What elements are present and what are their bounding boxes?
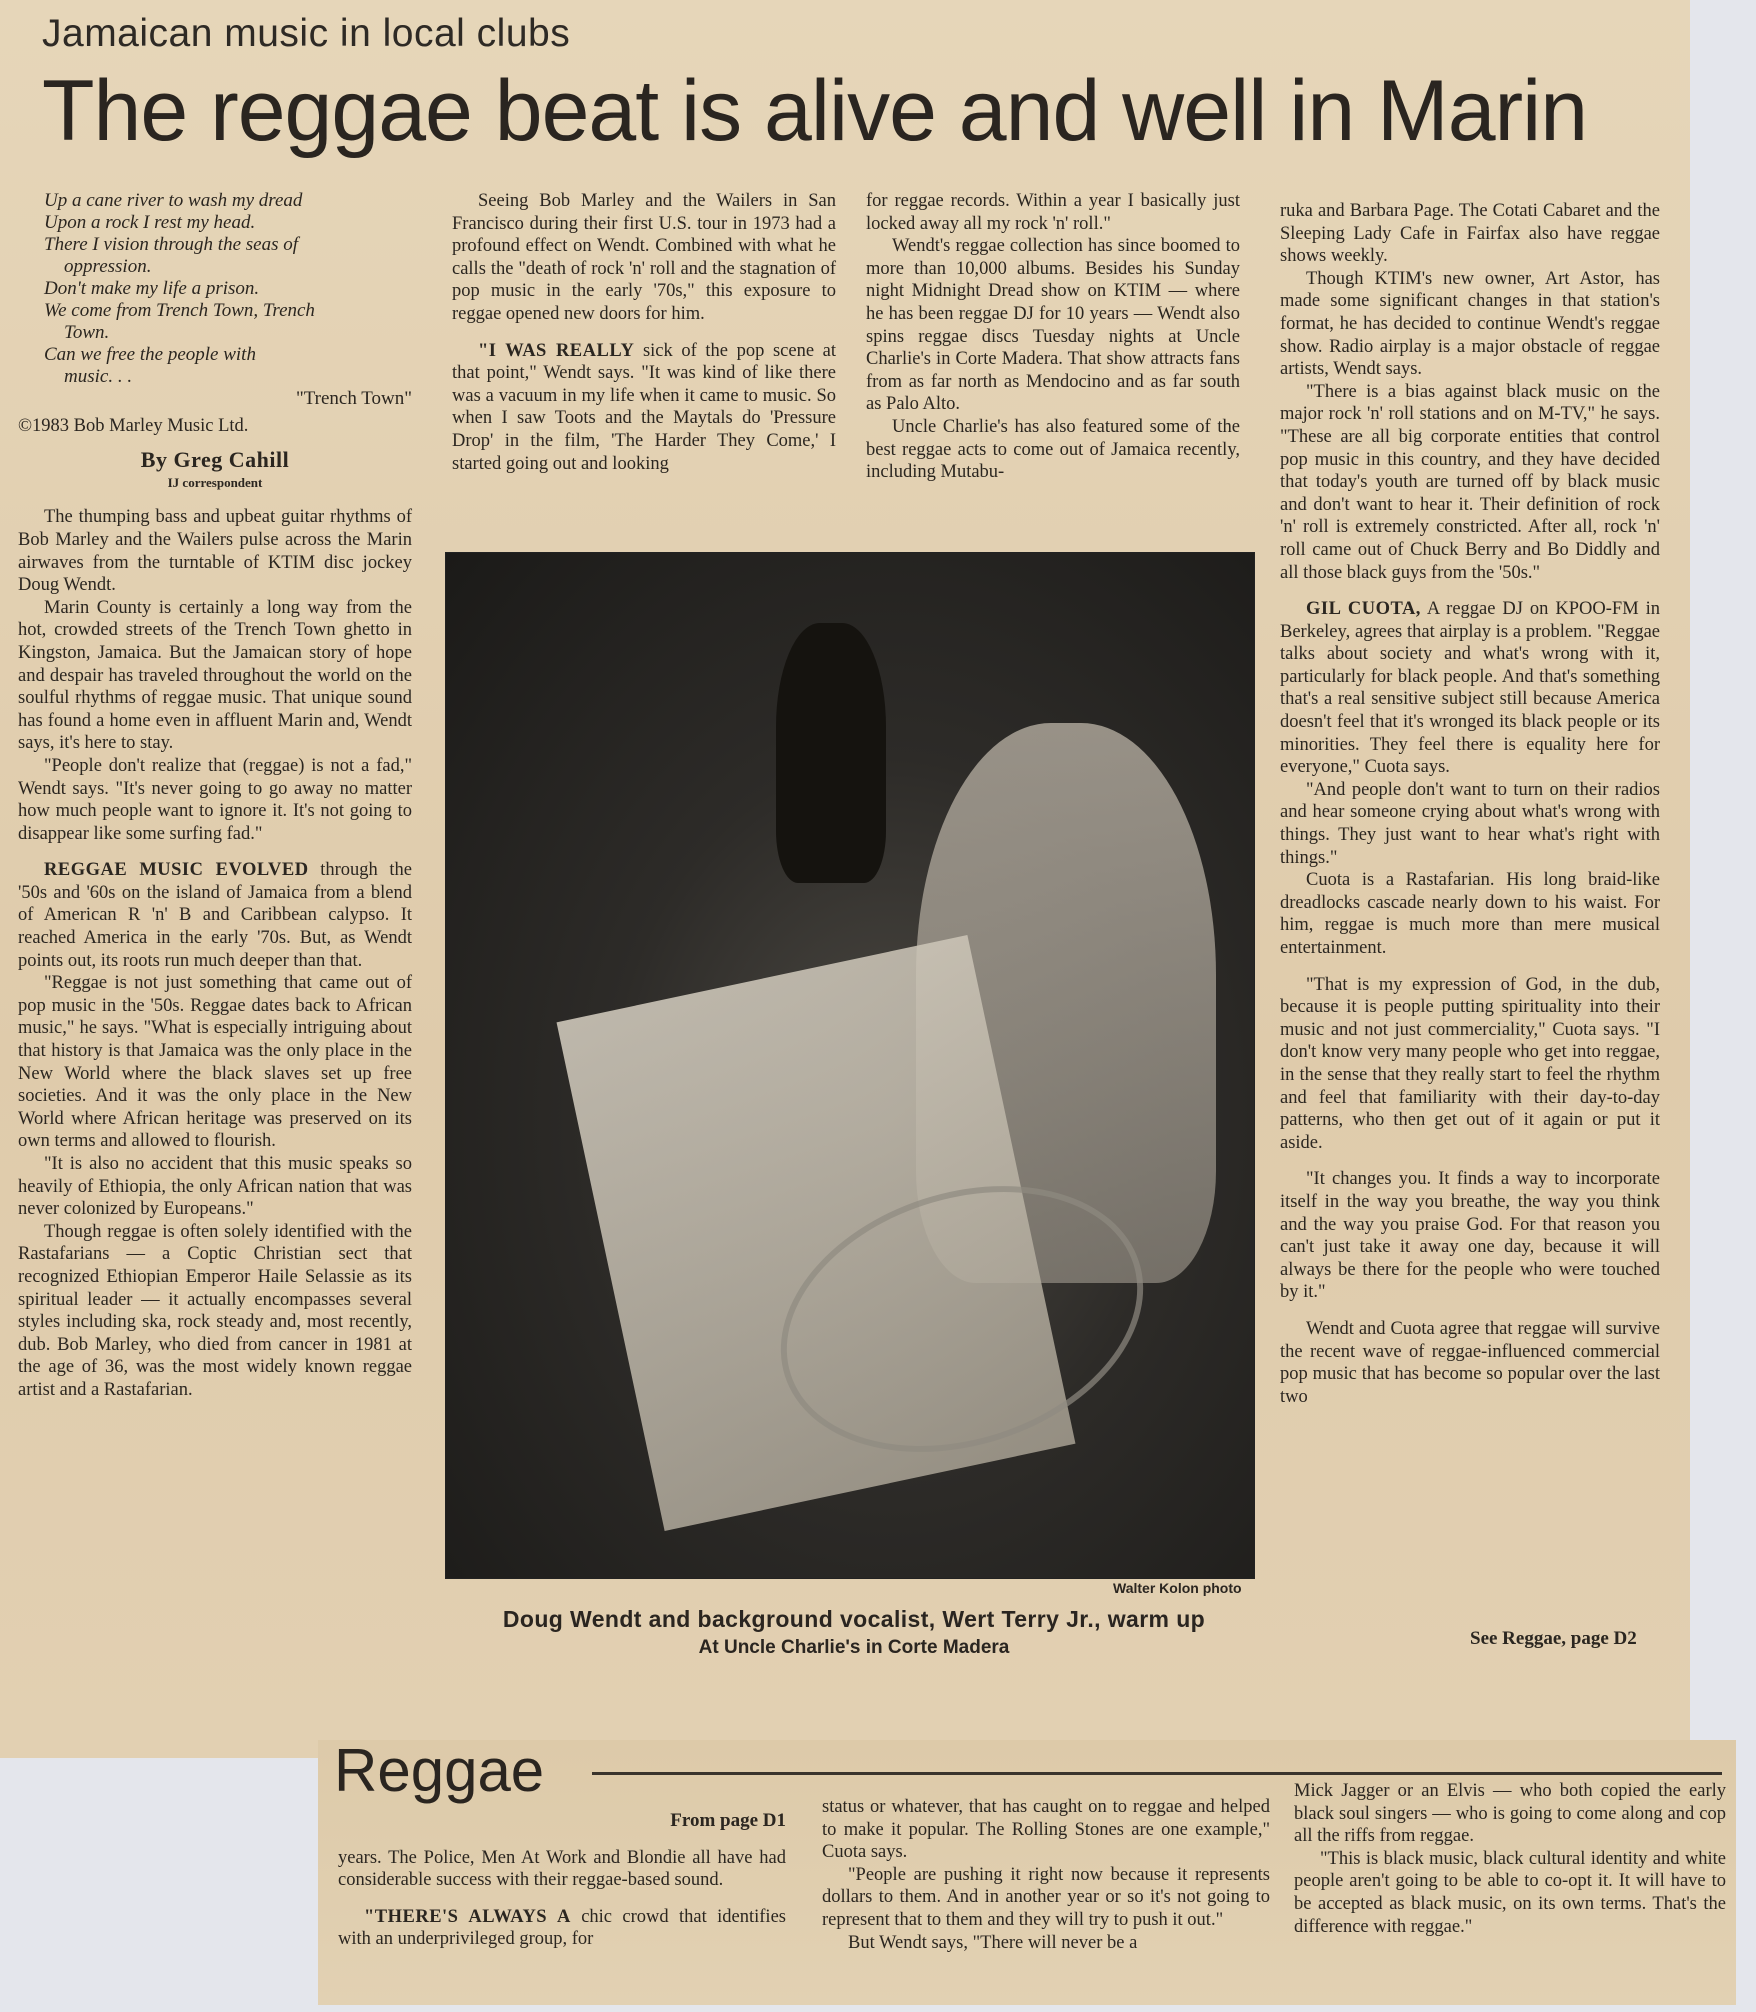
continuation-column-2 <box>822 1796 1270 1954</box>
paragraph: GIL CUOTA, A reggae DJ on KPOO-FM in Berkeley, agrees that airplay is a problem. "Reggae talks about society and what's wrong with it, particularly for black people. And that's something that's a real sensitive subject still because America doesn't feel that it's wronged its black people or its minorities. They feel there is equality here for everyone," Cuota says. <box>1280 599 1660 778</box>
paragraph: The thumping bass and upbeat guitar rhythms of Bob Marley and the Wailers pulse across the Marin airwaves from the turntable of KTIM disc jockey Doug Wendt. <box>18 507 412 596</box>
paragraph: Wendt's reggae collection has since boomed to more than 10,000 albums. Besides his Sunday night Midnight Dread show on KTIM — where he has been reggae DJ for 10 years — Wendt also spins reggae discs Tuesday nights at Uncle Charlie's in Corte Madera. That show attracts fans from as far north as Mendocino and as far south as Palo Alto. <box>866 236 1240 415</box>
column-3 <box>866 190 1240 484</box>
paragraph: "People don't realize that (reggae) is not a fad," Wendt says. "It's never going to go away no matter how much people want to ignore it. It's not going to disappear like some surfing fad." <box>18 755 412 844</box>
paragraph: "Reggae is not just something that came out of pop music in the '50s. Reggae dates back to African music," he says. "What is especially intriguing about that history is that Jamaica was the only place in the New World where the black slaves set up free societies. And it was the only place in the New World where African heritage was preserved on its own terms and allowed to flourish. <box>18 973 412 1152</box>
column-2 <box>452 190 836 475</box>
from-page-ref: From page D1 <box>670 1810 786 1831</box>
headline: The reggae beat is alive and well in Marin <box>42 63 1588 159</box>
dj-photo <box>445 552 1255 1579</box>
lead-in: "THERE'S ALWAYS A <box>364 1906 571 1927</box>
paragraph: Mick Jagger or an Elvis — who both copied the early black soul singers — who is going to come along and cop all the riffs from reggae. <box>1294 1781 1726 1847</box>
poem-line: Up a cane river to wash my dread <box>44 190 303 211</box>
paragraph: "People are pushing it right now because it represents dollars to them. And in another year or so it's not going to represent that to them and they will try to push it out." <box>822 1864 1270 1930</box>
copyright-line: ©1983 Bob Marley Music Ltd. <box>18 415 249 436</box>
paragraph: "It is also no accident that this music speaks so heavily of Ethiopia, the only African nation that was never colonized by Europeans." <box>18 1154 412 1220</box>
paragraph: Uncle Charlie's has also featured some of the best reggae acts to come out of Jamaica recently, including Mutabu- <box>866 416 1240 483</box>
photo-credit: Walter Kolon photo <box>1113 1580 1242 1596</box>
head-rule <box>592 1772 1722 1775</box>
caption-subline: At Uncle Charlie's in Corte Madera <box>698 1637 1010 1658</box>
poem-line: We come from Trench Town, Trench <box>44 300 315 321</box>
column-4 <box>1280 200 1660 1408</box>
poem-line: There I vision through the seas of <box>44 234 299 255</box>
lead-in: GIL CUOTA, <box>1306 599 1421 620</box>
byline: By Greg Cahill <box>140 447 290 473</box>
poem-epigraph <box>18 190 412 388</box>
photo-caption <box>445 1606 1263 1659</box>
poem-source: "Trench Town" <box>295 388 412 409</box>
paragraph: "It changes you. It finds a way to incorporate itself in the way you breathe, the way you think and the way you praise God. For that reason you can't just take it away one day, because it will always be there for the people who were touched by it." <box>1280 1169 1660 1303</box>
continuation-head: Reggae <box>334 1737 545 1804</box>
continuation-column-3 <box>1294 1780 1726 1938</box>
paragraph: years. The Police, Men At Work and Blondie all have had considerable success with their reggae-based sound. <box>338 1847 786 1891</box>
poem-line: Don't make my life a prison. <box>44 278 260 299</box>
paragraph: Cuota is a Rastafarian. His long braid-like dreadlocks cascade nearly down to his waist. For him, reggae is much more than mere musical entertainment. <box>1280 870 1660 958</box>
paragraph: Though KTIM's new owner, Art Astor, has made some significant changes in that station's format, he has decided to continue Wendt's reggae show. Radio airplay is a major obstacle of reggae artists, Wendt says. <box>1280 268 1660 380</box>
poem-line: Can we free the people with <box>44 344 256 365</box>
poem-line: music. . . <box>64 366 133 387</box>
poem-line: Town. <box>64 322 110 343</box>
paragraph: "THERE'S ALWAYS A chic crowd that identifies with an underprivileged group, for <box>338 1906 786 1950</box>
paragraph: for reggae records. Within a year I basically just locked away all my rock 'n' roll." <box>866 191 1240 234</box>
paragraph: "This is black music, black cultural identity and white people aren't going to be able to co-opt it. It will have to be accepted as black music, on its own terms. That's the difference with reggae." <box>1294 1848 1726 1937</box>
paragraph: Though reggae is often solely identified with the Rastafarians — a Coptic Christian sect that recognized Ethiopian Emperor Haile Selassie as its spiritual leader — it actually encompasses several styles including ska, rock steady and, most recently, dub. Bob Marley, who died from cancer in 1981 at the age of 36, was the most widely known reggae artist and a Rastafarian. <box>18 1221 412 1400</box>
paragraph: But Wendt says, "There will never be a <box>848 1932 1138 1953</box>
paragraph: status or whatever, that has caught on to reggae and helped to make it popular. The Rolling Stones are one example," Cuota says. <box>822 1797 1270 1863</box>
paragraph: "There is a bias against black music on the major rock 'n' roll stations and on M-TV," he says. "These are all big corporate entities that control pop music in this country, and they have decided that today's youth are turned off by black music and don't want to hear it. Their definition of rock 'n' roll is extremely constricted. After all, rock 'n' roll came out of Chuck Berry and Bo Diddly and all those black guys from the '50s." <box>1280 381 1660 583</box>
lead-in: "I WAS REALLY <box>478 340 635 361</box>
paragraph: "That is my expression of God, in the dub, because it is people putting spirituality into their music and not just commerciality," Cuota says. "I don't know very many people who get into reggae, in the sense that they really start to feel the rhythm and feel that familiarity with their day-to-day patterns, who then get out of it again or put it aside. <box>1280 974 1660 1153</box>
continuation-column-1 <box>338 1810 786 1951</box>
lead-in: REGGAE MUSIC EVOLVED <box>44 860 309 881</box>
caption-line: Doug Wendt and background vocalist, Wert Terry Jr., warm up <box>502 1606 1206 1632</box>
poem-line: oppression. <box>64 256 152 277</box>
jump-reference: See Reggae, page D2 <box>1470 1628 1637 1649</box>
column-1 <box>18 190 412 1402</box>
paragraph: REGGAE MUSIC EVOLVED through the '50s and '60s on the island of Jamaica from a blend of American R 'n' B and Caribbean calypso. It reached America in the early '70s. But, as Wendt points out, its roots run much deeper than that. <box>18 860 412 971</box>
paragraph: Seeing Bob Marley and the Wailers in San Francisco during their first U.S. tour in 1973 had a profound effect on Wendt. Combined with what he calls the "death of rock 'n' roll and the stagnation of pop music in the early '70s," this exposure to reggae opened new doors for him. <box>452 191 836 324</box>
paragraph: "I WAS REALLY sick of the pop scene at that point," Wendt says. "It was kind of like there was a vacuum in my life when it came to music. So when I saw Toots and the Maytals do 'Pressure Drop' in the film, 'The Harder They Come,' I started going out and looking <box>452 340 837 474</box>
paragraph: Wendt and Cuota agree that reggae will survive the recent wave of reggae-influenced commercial pop music that has become so popular over the last two <box>1280 1318 1660 1407</box>
byline-title: IJ correspondent <box>167 474 263 490</box>
paragraph: Marin County is certainly a long way from the hot, crowded streets of the Trench Town ghetto in Kingston, Jamaica. But the Jamaican story of hope and despair has traveled throughout the world on the soulful rhythms of reggae music. That unique sound has found a home even in affluent Marin and, Wendt says, it's here to stay. <box>18 597 412 754</box>
poem-line: Upon a rock I rest my head. <box>44 212 256 233</box>
paragraph: ruka and Barbara Page. The Cotati Cabaret and the Sleeping Lady Cafe in Fairfax also have reggae shows weekly. <box>1280 201 1660 267</box>
paragraph: "And people don't want to turn on their radios and hear someone crying about what's wrong with things. They just want to hear what's right with things." <box>1280 779 1660 868</box>
vocalist-figure <box>776 623 886 883</box>
kicker: Jamaican music in local clubs <box>42 12 571 55</box>
